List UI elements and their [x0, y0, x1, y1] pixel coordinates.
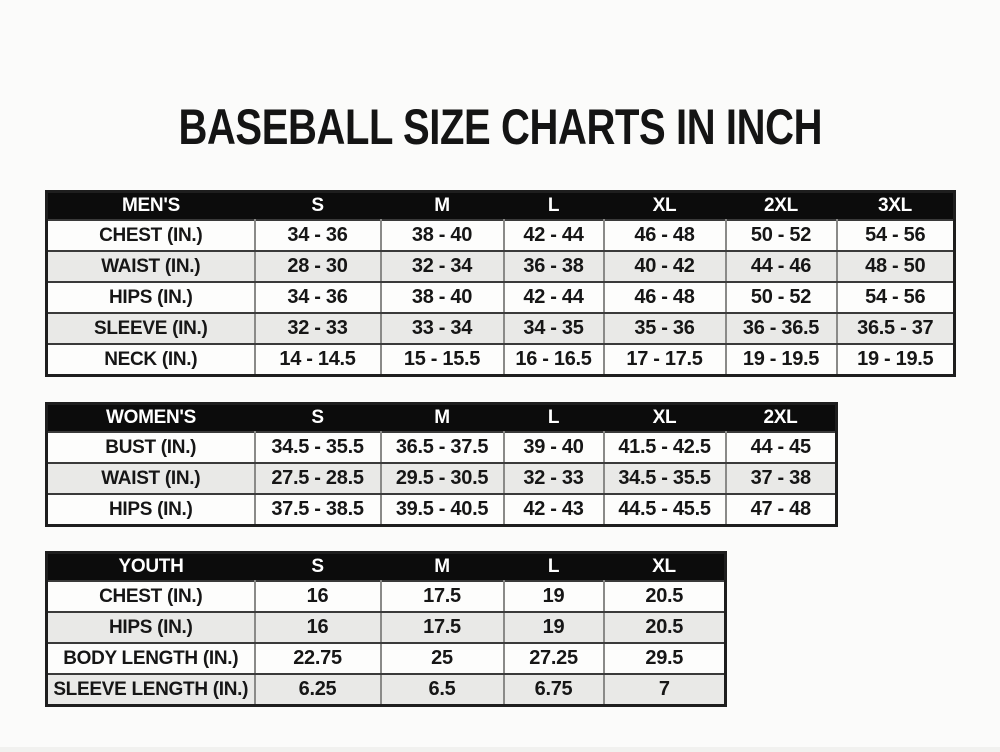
row-label-cell: SLEEVE LENGTH (IN.) — [47, 674, 255, 706]
size-value-cell: 44 - 46 — [726, 251, 837, 282]
size-value-cell: 38 - 40 — [381, 220, 504, 251]
size-value-cell: 39.5 - 40.5 — [381, 494, 504, 526]
row-label-cell: BUST (IN.) — [47, 432, 255, 463]
size-value-cell: 50 - 52 — [726, 282, 837, 313]
size-value-cell: 42 - 43 — [504, 494, 604, 526]
size-value-cell: 34.5 - 35.5 — [255, 432, 381, 463]
measurement-row — [47, 674, 726, 706]
row-label-cell: NECK (IN.) — [47, 344, 255, 376]
page-edge-shade — [0, 747, 1000, 752]
size-value-cell: 50 - 52 — [726, 220, 837, 251]
row-label-cell: HIPS (IN.) — [47, 282, 255, 313]
row-label-cell: BODY LENGTH (IN.) — [47, 643, 255, 674]
measurement-row — [47, 313, 955, 344]
size-value-cell: 39 - 40 — [504, 432, 604, 463]
size-value-cell: 36 - 36.5 — [726, 313, 837, 344]
measurement-row — [47, 220, 955, 251]
size-value-cell: 42 - 44 — [504, 220, 604, 251]
table-title-cell: YOUTH — [47, 553, 255, 582]
size-value-cell: 14 - 14.5 — [255, 344, 381, 376]
size-value-cell: 44.5 - 45.5 — [604, 494, 726, 526]
row-label-cell: SLEEVE (IN.) — [47, 313, 255, 344]
size-value-cell: 17.5 — [381, 612, 504, 643]
size-value-cell: 40 - 42 — [604, 251, 726, 282]
measurement-row — [47, 612, 726, 643]
size-value-cell: 34.5 - 35.5 — [604, 463, 726, 494]
size-value-cell: 25 — [381, 643, 504, 674]
row-label-cell: HIPS (IN.) — [47, 612, 255, 643]
size-value-cell: 46 - 48 — [604, 220, 726, 251]
size-value-cell: 22.75 — [255, 643, 381, 674]
size-value-cell: 41.5 - 42.5 — [604, 432, 726, 463]
row-label-cell: HIPS (IN.) — [47, 494, 255, 526]
size-value-cell: 44 - 45 — [726, 432, 837, 463]
size-value-cell: 36.5 - 37.5 — [381, 432, 504, 463]
size-value-cell: 17 - 17.5 — [604, 344, 726, 376]
womens-size-table — [45, 402, 838, 527]
measurement-row — [47, 643, 726, 674]
size-column-header: S — [255, 404, 381, 433]
size-column-header: L — [504, 553, 604, 582]
size-value-cell: 27.25 — [504, 643, 604, 674]
size-column-header: L — [504, 404, 604, 433]
size-value-cell: 54 - 56 — [837, 220, 955, 251]
size-value-cell: 42 - 44 — [504, 282, 604, 313]
size-value-cell: 36 - 38 — [504, 251, 604, 282]
size-value-cell: 29.5 — [604, 643, 726, 674]
size-value-cell: 20.5 — [604, 581, 726, 612]
size-value-cell: 16 - 16.5 — [504, 344, 604, 376]
youth-size-table — [45, 551, 727, 707]
womens-header-row — [47, 404, 837, 433]
measurement-row — [47, 432, 837, 463]
size-value-cell: 28 - 30 — [255, 251, 381, 282]
size-value-cell: 6.25 — [255, 674, 381, 706]
size-value-cell: 16 — [255, 581, 381, 612]
measurement-row — [47, 344, 955, 376]
size-value-cell: 32 - 33 — [504, 463, 604, 494]
row-label-cell: CHEST (IN.) — [47, 581, 255, 612]
size-value-cell: 37 - 38 — [726, 463, 837, 494]
measurement-row — [47, 251, 955, 282]
size-column-header: XL — [604, 404, 726, 433]
size-column-header: 2XL — [726, 192, 837, 221]
youth-header-row — [47, 553, 726, 582]
size-value-cell: 17.5 — [381, 581, 504, 612]
size-value-cell: 35 - 36 — [604, 313, 726, 344]
size-value-cell: 19 - 19.5 — [837, 344, 955, 376]
size-value-cell: 19 - 19.5 — [726, 344, 837, 376]
page-title — [0, 98, 1000, 156]
size-value-cell: 36.5 - 37 — [837, 313, 955, 344]
measurement-row — [47, 282, 955, 313]
size-value-cell: 6.75 — [504, 674, 604, 706]
row-label-cell: WAIST (IN.) — [47, 251, 255, 282]
page-title-text: BASEBALL SIZE CHARTS IN INCH — [178, 98, 822, 155]
size-value-cell: 7 — [604, 674, 726, 706]
size-value-cell: 34 - 36 — [255, 220, 381, 251]
size-value-cell: 16 — [255, 612, 381, 643]
size-value-cell: 27.5 - 28.5 — [255, 463, 381, 494]
size-column-header: XL — [604, 553, 726, 582]
size-value-cell: 15 - 15.5 — [381, 344, 504, 376]
size-value-cell: 29.5 - 30.5 — [381, 463, 504, 494]
row-label-cell: WAIST (IN.) — [47, 463, 255, 494]
size-value-cell: 32 - 34 — [381, 251, 504, 282]
size-column-header: M — [381, 192, 504, 221]
size-column-header: L — [504, 192, 604, 221]
size-value-cell: 47 - 48 — [726, 494, 837, 526]
size-value-cell: 19 — [504, 612, 604, 643]
table-title-cell: MEN'S — [47, 192, 255, 221]
table-title-cell: WOMEN'S — [47, 404, 255, 433]
size-column-header: S — [255, 192, 381, 221]
size-column-header: M — [381, 404, 504, 433]
size-value-cell: 54 - 56 — [837, 282, 955, 313]
size-value-cell: 34 - 35 — [504, 313, 604, 344]
size-value-cell: 38 - 40 — [381, 282, 504, 313]
size-value-cell: 48 - 50 — [837, 251, 955, 282]
row-label-cell: CHEST (IN.) — [47, 220, 255, 251]
measurement-row — [47, 463, 837, 494]
size-value-cell: 34 - 36 — [255, 282, 381, 313]
size-column-header: XL — [604, 192, 726, 221]
mens-size-table — [45, 190, 956, 377]
mens-header-row — [47, 192, 955, 221]
size-column-header: M — [381, 553, 504, 582]
size-value-cell: 20.5 — [604, 612, 726, 643]
measurement-row — [47, 494, 837, 526]
size-value-cell: 46 - 48 — [604, 282, 726, 313]
size-value-cell: 19 — [504, 581, 604, 612]
measurement-row — [47, 581, 726, 612]
size-column-header: 2XL — [726, 404, 837, 433]
size-value-cell: 6.5 — [381, 674, 504, 706]
size-value-cell: 33 - 34 — [381, 313, 504, 344]
size-value-cell: 37.5 - 38.5 — [255, 494, 381, 526]
size-column-header: S — [255, 553, 381, 582]
size-value-cell: 32 - 33 — [255, 313, 381, 344]
size-column-header: 3XL — [837, 192, 955, 221]
